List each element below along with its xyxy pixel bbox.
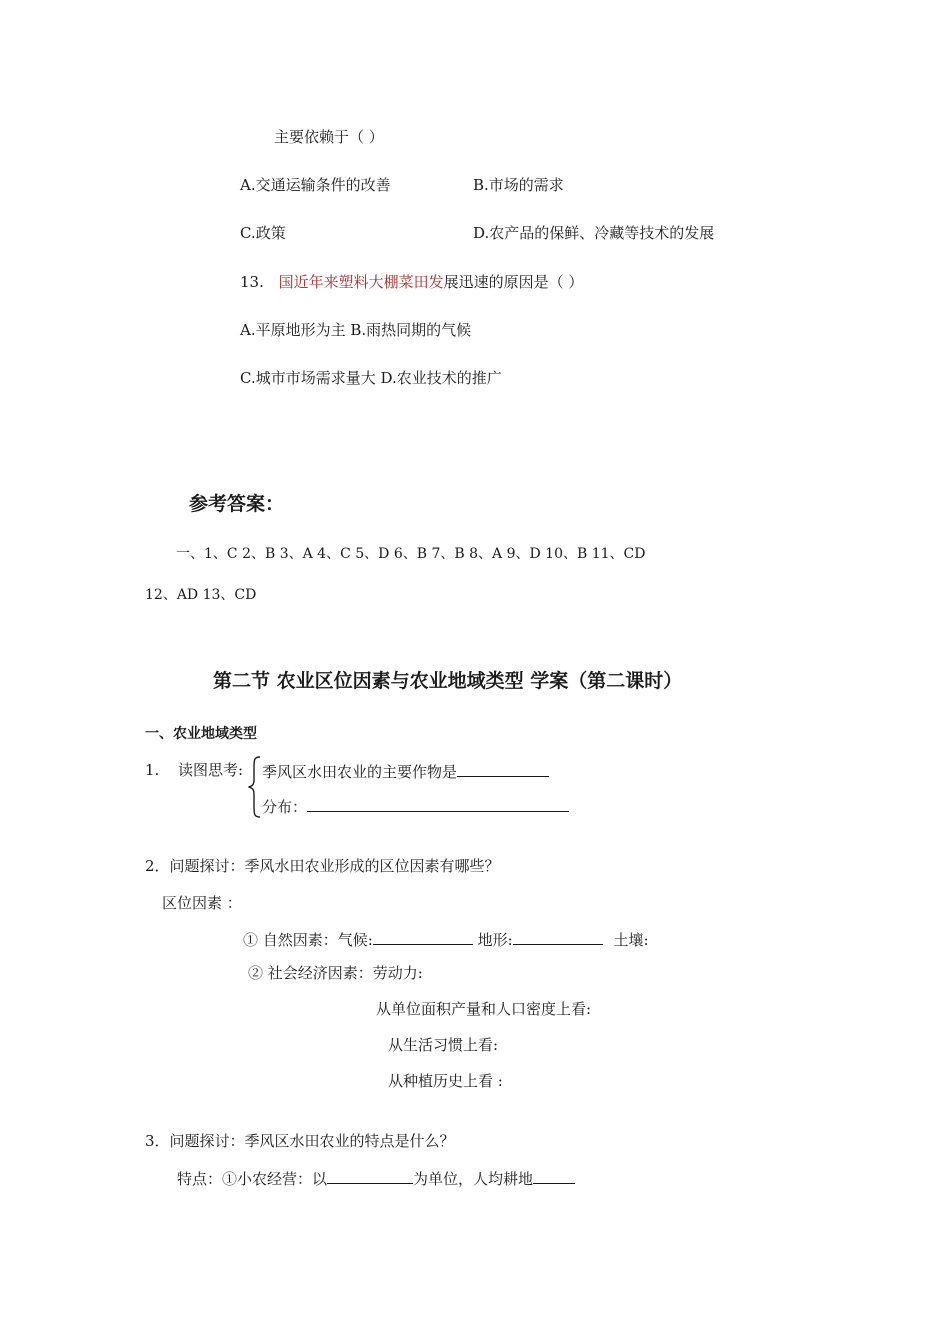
q13-options-ab: A.平原地形为主 B.雨热同期的气候 bbox=[240, 321, 472, 339]
answers-line-1: 一、1、C 2、B 3、A 4、C 5、D 6、B 7、B 8、A 9、D 10、B 11、CD bbox=[176, 546, 646, 562]
item1-crop-label: 季风区水田农业的主要作物是 bbox=[262, 763, 458, 781]
feature-line bbox=[177, 1167, 575, 1189]
crop-answer-blank[interactable] bbox=[457, 760, 549, 777]
feature-label: 特点：①小农经营：以 bbox=[177, 1170, 328, 1188]
social-factors-label: ② 社会经济因素：劳动力: bbox=[248, 964, 423, 982]
item1-distribution-label: 分布： bbox=[262, 798, 308, 816]
q12-option-a: A.交通运输条件的改善 bbox=[240, 176, 391, 194]
distribution-answer-blank[interactable] bbox=[307, 795, 569, 812]
area-density-line: 从单位面积产量和人口密度上看: bbox=[376, 1000, 592, 1018]
q13-stem bbox=[240, 272, 583, 292]
natural-factors-line bbox=[243, 928, 649, 950]
q12-option-b: B.市场的需求 bbox=[473, 176, 564, 194]
q13-number: 13. bbox=[240, 273, 264, 291]
natural-factors-label: ① 自然因素：气候: bbox=[243, 931, 373, 949]
feature-mid-label: 为单位，人均耕地 bbox=[413, 1170, 534, 1188]
answers-line-2: 12、AD 13、CD bbox=[145, 587, 257, 603]
item3-question: 3．问题探讨：季风区水田农业的特点是什么？ bbox=[145, 1132, 455, 1150]
terrain-blank[interactable] bbox=[513, 928, 603, 945]
history-line: 从种植历史上看 : bbox=[388, 1072, 503, 1090]
q13-options-cd: C.城市市场需求量大 D.农业技术的推广 bbox=[240, 369, 502, 387]
farmland-blank[interactable] bbox=[533, 1167, 575, 1184]
item2-question: 2．问题探讨：季风水田农业形成的区位因素有哪些？ bbox=[145, 857, 500, 875]
item1-distribution-line bbox=[262, 795, 569, 817]
unit-blank[interactable] bbox=[327, 1167, 413, 1184]
item1-crop-line bbox=[262, 760, 549, 782]
item1-number: 1. bbox=[145, 761, 160, 779]
curly-brace-icon bbox=[248, 756, 262, 818]
soil-label: 土壤: bbox=[613, 931, 649, 949]
section-title: 第二节 农业区位因素与农业地域类型 学案（第二课时） bbox=[213, 670, 683, 692]
climate-blank[interactable] bbox=[373, 928, 473, 945]
q13-stem-highlight: 国近年来塑料大棚菜田发 bbox=[278, 273, 444, 291]
factors-label: 区位因素 ： bbox=[162, 894, 242, 912]
q12-option-c: C.政策 bbox=[240, 224, 286, 242]
item1-prompt: 读图思考: bbox=[178, 761, 244, 779]
habit-line: 从生活习惯上看: bbox=[388, 1036, 499, 1054]
q13-stem-rest: 展迅速的原因是（ ） bbox=[443, 273, 584, 291]
terrain-label: 地形: bbox=[477, 931, 513, 949]
q12-option-d: D.农产品的保鲜、冷藏等技术的发展 bbox=[473, 224, 715, 242]
q12-stem-continuation: 主要依赖于（ ） bbox=[274, 128, 384, 146]
answers-heading: 参考答案： bbox=[189, 493, 285, 515]
subsection-heading: 一、农业地域类型 bbox=[145, 726, 257, 742]
